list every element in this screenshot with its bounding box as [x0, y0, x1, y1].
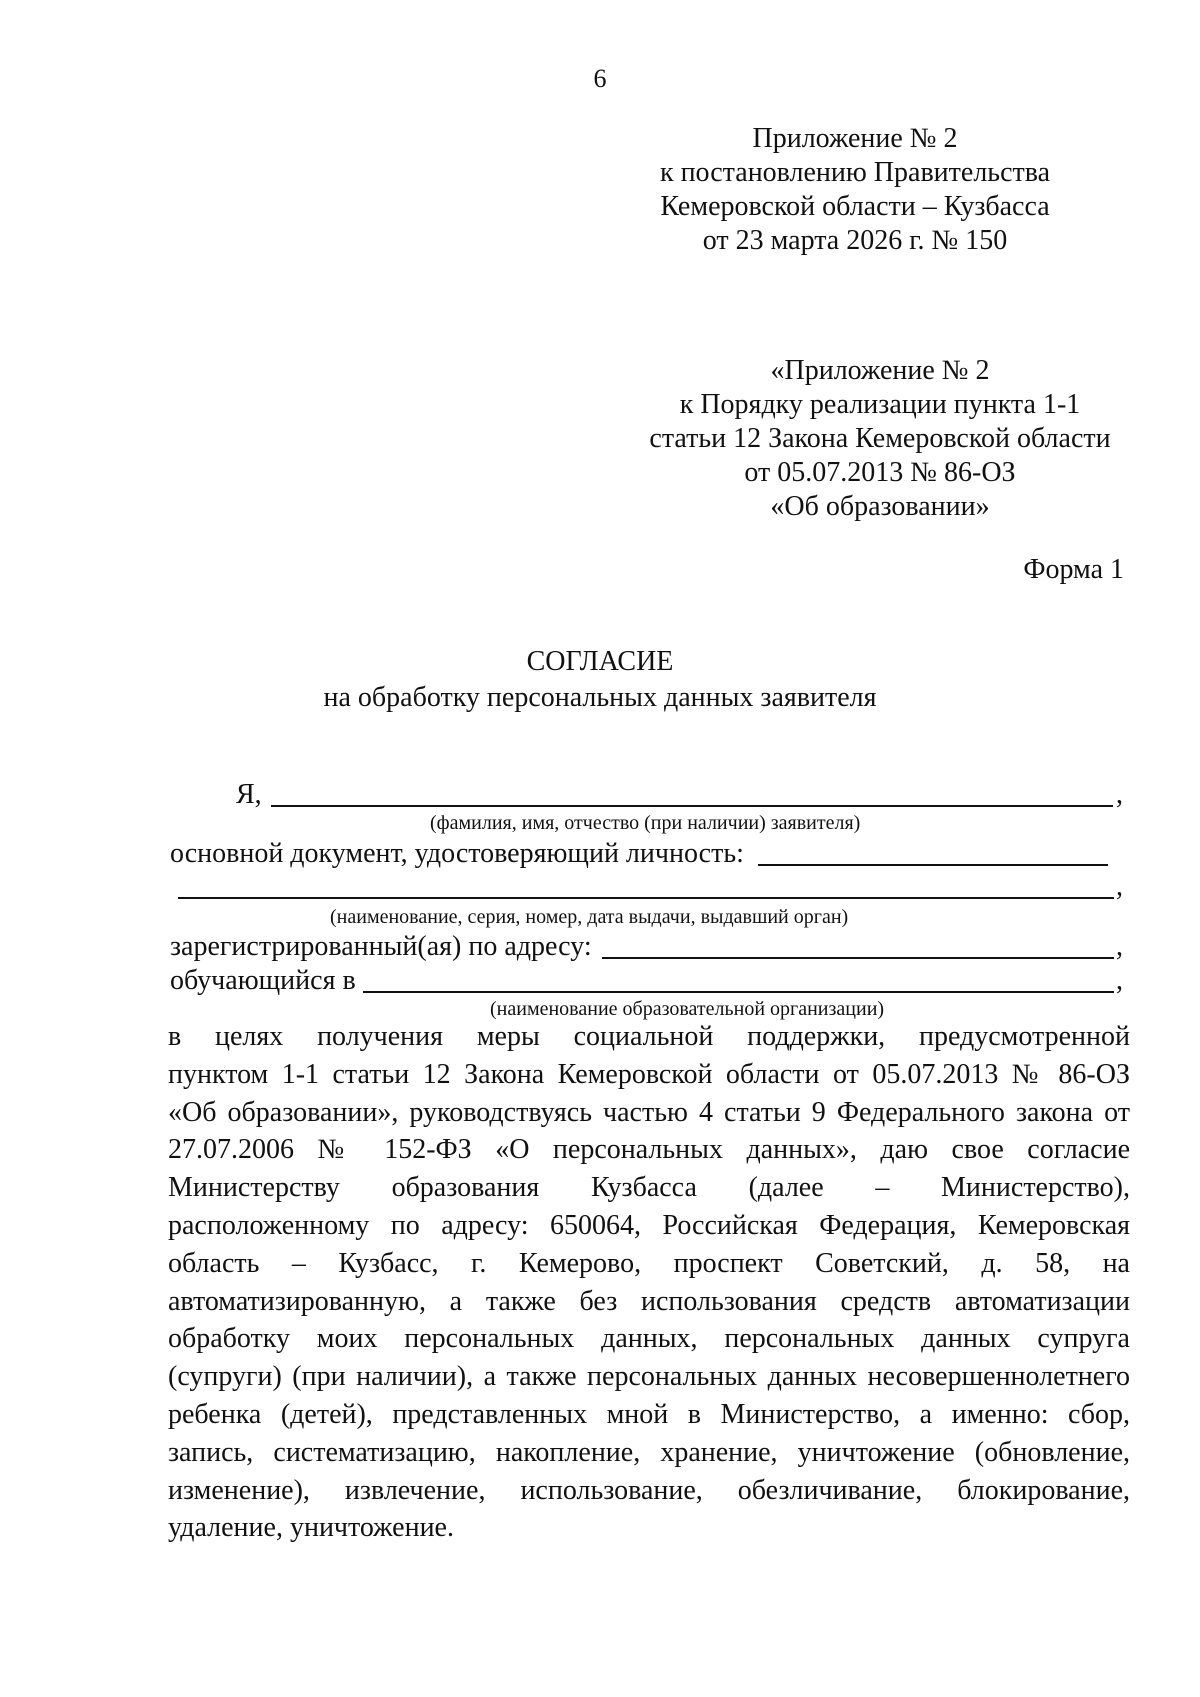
- consent-text-line: пунктом 1-1 статьи 12 Закона Кемеровской области от 05.07.2013 № 86-ОЗ: [168, 1058, 1130, 1090]
- annex-decree-line: Приложение № 2: [752, 123, 958, 154]
- consent-text-line: Министерству образования Кузбасса (далее – Министерство),: [168, 1172, 1130, 1204]
- annex-decree-header: [620, 122, 1090, 258]
- consent-text-line: 27.07.2006 № 152-ФЗ «О персональных данных», даю свое согласие: [168, 1134, 1130, 1166]
- consent-text-line: расположенному по адресу: 650064, Российская Федерация, Кемеровская: [168, 1209, 1130, 1241]
- annex-order-line: «Приложение № 2: [770, 355, 990, 386]
- school-label: обучающийся в: [170, 965, 356, 996]
- id-document-field[interactable]: [758, 864, 1108, 866]
- id-document-hint: (наименование, серия, номер, дата выдачи, выдавший орган): [330, 906, 849, 928]
- consent-text-line: (супруги) (при наличии), а также персональных данных несовершеннолетнего: [168, 1361, 1130, 1393]
- consent-text-line: ребенка (детей), представленных мной в Министерство, а именно: сбор,: [168, 1398, 1130, 1430]
- consent-text-line: запись, систематизацию, накопление, хранение, уничтожение (обновление,: [168, 1436, 1130, 1468]
- consent-text-line: автоматизированную, а также без использования средств автоматизации: [168, 1285, 1130, 1317]
- id-document-row-cont: [170, 870, 1130, 904]
- school-hint: (наименование образовательной организации): [490, 998, 885, 1020]
- annex-order-line: «Об образовании»: [770, 491, 990, 522]
- applicant-hint: (фамилия, имя, отчество (при наличии) заявителя): [430, 812, 861, 834]
- applicant-row: [170, 778, 1130, 812]
- comma: ,: [1116, 931, 1123, 962]
- annex-order-header: [630, 354, 1130, 524]
- annex-order-line: статьи 12 Закона Кемеровской области: [649, 423, 1111, 454]
- address-row: [170, 930, 1130, 964]
- consent-text-line: «Об образовании», руководствуясь частью 4 статьи 9 Федерального закона от: [168, 1096, 1130, 1128]
- consent-text-line: область – Кузбасс, г. Кемерово, проспект Советский, д. 58, на: [168, 1247, 1130, 1279]
- consent-text-line: в целях получения меры социальной поддержки, предусмотренной: [168, 1021, 1130, 1052]
- annex-order-line: от 05.07.2013 № 86-ОЗ: [744, 457, 1016, 488]
- annex-decree-line: Кемеровской области – Кузбасса: [660, 191, 1050, 222]
- document-title: [0, 644, 1200, 716]
- title-subtitle: на обработку персональных данных заявителя: [323, 682, 877, 713]
- applicant-label: Я,: [236, 779, 262, 810]
- school-row: [170, 964, 1130, 998]
- comma: ,: [1116, 779, 1123, 810]
- id-document-row: [170, 837, 1130, 871]
- consent-body: [168, 1018, 1130, 1547]
- consent-text-line: изменение), извлечение, использование, обезличивание, блокирование,: [168, 1474, 1130, 1506]
- form-label: Форма 1: [1023, 554, 1124, 585]
- annex-decree-line: к постановлению Правительства: [659, 157, 1051, 188]
- school-field[interactable]: [363, 991, 1114, 993]
- comma: ,: [1116, 965, 1123, 996]
- title-main: СОГЛАСИЕ: [526, 646, 674, 677]
- applicant-name-field[interactable]: [271, 805, 1113, 807]
- id-document-label: основной документ, удостоверяющий личность:: [170, 838, 744, 869]
- comma: ,: [1116, 871, 1123, 902]
- annex-decree-line: от 23 марта 2026 г. № 150: [702, 225, 1008, 256]
- annex-order-line: к Порядку реализации пункта 1-1: [679, 389, 1081, 420]
- address-field[interactable]: [602, 957, 1114, 959]
- consent-text-line: обработку моих персональных данных, персональных данных супруга: [168, 1323, 1130, 1355]
- consent-text-line: удаление, уничтожение.: [168, 1512, 454, 1544]
- address-label: зарегистрированный(ая) по адресу:: [170, 931, 592, 962]
- page-number: 6: [593, 64, 607, 93]
- id-document-field-cont[interactable]: [178, 897, 1114, 899]
